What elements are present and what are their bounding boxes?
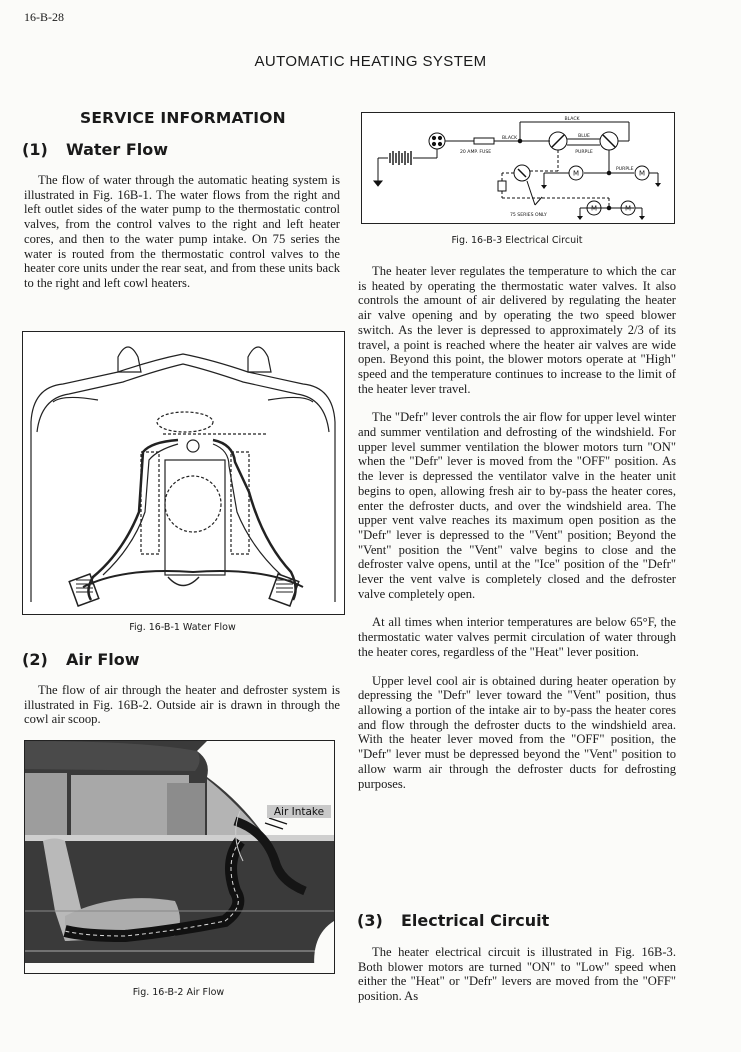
figure-caption-water-flow: Fig. 16-B-1 Water Flow: [129, 622, 236, 633]
paragraph-upper-level-cool-air: Upper level cool air is obtained during heater operation by depressing the "Defr" lever toward the "Vent" position, thus allowing a portion of the intake air to by-pass the heater cores and flow through the defroster ducts to the windshield area. With the heater lever moved from the "OFF" position, the "Defr" lever must be depressed beyond the "Vent" position to allow warm air through the defroster ducts for defrosting purposes.: [358, 673, 676, 791]
section-title: Electrical Circuit: [401, 911, 550, 930]
figure-caption-electrical-circuit: Fig. 16-B-3 Electrical Circuit: [451, 235, 583, 246]
electrical-circuit-text: [358, 945, 676, 1004]
motor-icon: M: [590, 204, 598, 213]
figure-electrical-circuit: [361, 112, 675, 224]
motor-icon: M: [638, 169, 646, 178]
paragraph-heater-lever: The heater lever regulates the temperature to which the car is heated by operating the thermostatic water valves. It also controls the amount of air delivered by regulating the heater air valve opening and by operating the two speed blower switch. As the lever is depressed to approximately 2/3 of its travel, a point is reached where the heater air valves are wide open. Beyond this point, the blower motors operate at "High" speed and the temperature continues to increase to the limit of the heater lever travel.: [358, 264, 676, 396]
section-number: (2): [22, 650, 48, 669]
heading-electrical-circuit: [357, 911, 549, 930]
section-number: (1): [22, 140, 48, 159]
label-blue: BLUE: [578, 134, 590, 139]
page-number: 16-B-28: [24, 10, 64, 24]
label-black-top: BLACK: [564, 117, 580, 122]
page-title: AUTOMATIC HEATING SYSTEM: [254, 53, 487, 70]
section-number: (3): [357, 911, 383, 930]
paragraph-interior-temperature: At all times when interior temperatures are below 65°F, the thermostatic water valves permit circulation of water through the heater cores, regardless of the "Heat" lever position.: [358, 615, 676, 659]
label-fuse: 20 AMP. FUSE: [460, 150, 492, 155]
water-flow-diagram: [23, 332, 344, 614]
label-purple-2: PURPLE: [616, 167, 634, 172]
air-flow-text: [24, 683, 340, 727]
section-heading-service-information: SERVICE INFORMATION: [80, 109, 286, 127]
water-flow-text: [24, 173, 340, 291]
paragraph-defr-lever: The "Defr" lever controls the air flow for upper level winter and summer ventilation and defrosting of the windshield. For upper level summer ventilation the blower motors turn "ON" when the "Defr" lever is moved from the "OFF" position. As the lever is depressed the ventilator valve in the heater unit begins to open, allowing fresh air to by-pass the heater cores, enter the defroster ducts, and over the windshield area. The upper vent valve reaches its maximum open position as the "Defr" lever is depressed to the "Vent" position; Beyond the "Vent" position the "Vent" valve begins to close and the defroster valve opens, until at the "Ice" position of the "Defr" lever the vent valve is completely closed and the defroster valve completely open.: [358, 410, 676, 601]
air-flow-illustration: [25, 741, 334, 973]
label-purple-1: PURPLE: [575, 150, 593, 155]
electrical-circuit-diagram: [362, 113, 674, 223]
motor-icon: M: [624, 204, 632, 213]
right-column-text: [358, 264, 676, 791]
label-75-series-only: 75 SERIES ONLY: [510, 213, 547, 218]
figure-water-flow: [22, 331, 345, 615]
section-title: Air Flow: [66, 650, 140, 669]
paragraph: The heater electrical circuit is illustrated in Fig. 16B-3. Both blower motors are turned "ON" to "Low" speed when either the "Heat" or "Defr" levers are moved from the "OFF" position. As: [358, 945, 676, 1004]
paragraph: The flow of water through the automatic heating system is illustrated in Fig. 16B-1. The water flows from the right and left outlet sides of the water pump to the thermostatic control valves, from the control valves to the right and left heater cores, and then to the water pump intake. On 75 series the water is routed from the thermostatic control valves to the heater core units under the rear seat, and from these units back to the right and left cowl heaters.: [24, 173, 340, 290]
figure-air-flow: [24, 740, 335, 974]
air-intake-label: Air Intake: [273, 806, 325, 818]
heading-water-flow: [22, 140, 168, 159]
label-black-wire: BLACK: [502, 136, 518, 141]
motor-icon: M: [572, 169, 580, 178]
section-title: Water Flow: [66, 140, 169, 159]
paragraph: The flow of air through the heater and defroster system is illustrated in Fig. 16B-2. Outside air is drawn in through the cowl air scoop.: [24, 683, 340, 727]
heading-air-flow: [22, 650, 140, 669]
figure-caption-air-flow: Fig. 16-B-2 Air Flow: [132, 987, 225, 998]
